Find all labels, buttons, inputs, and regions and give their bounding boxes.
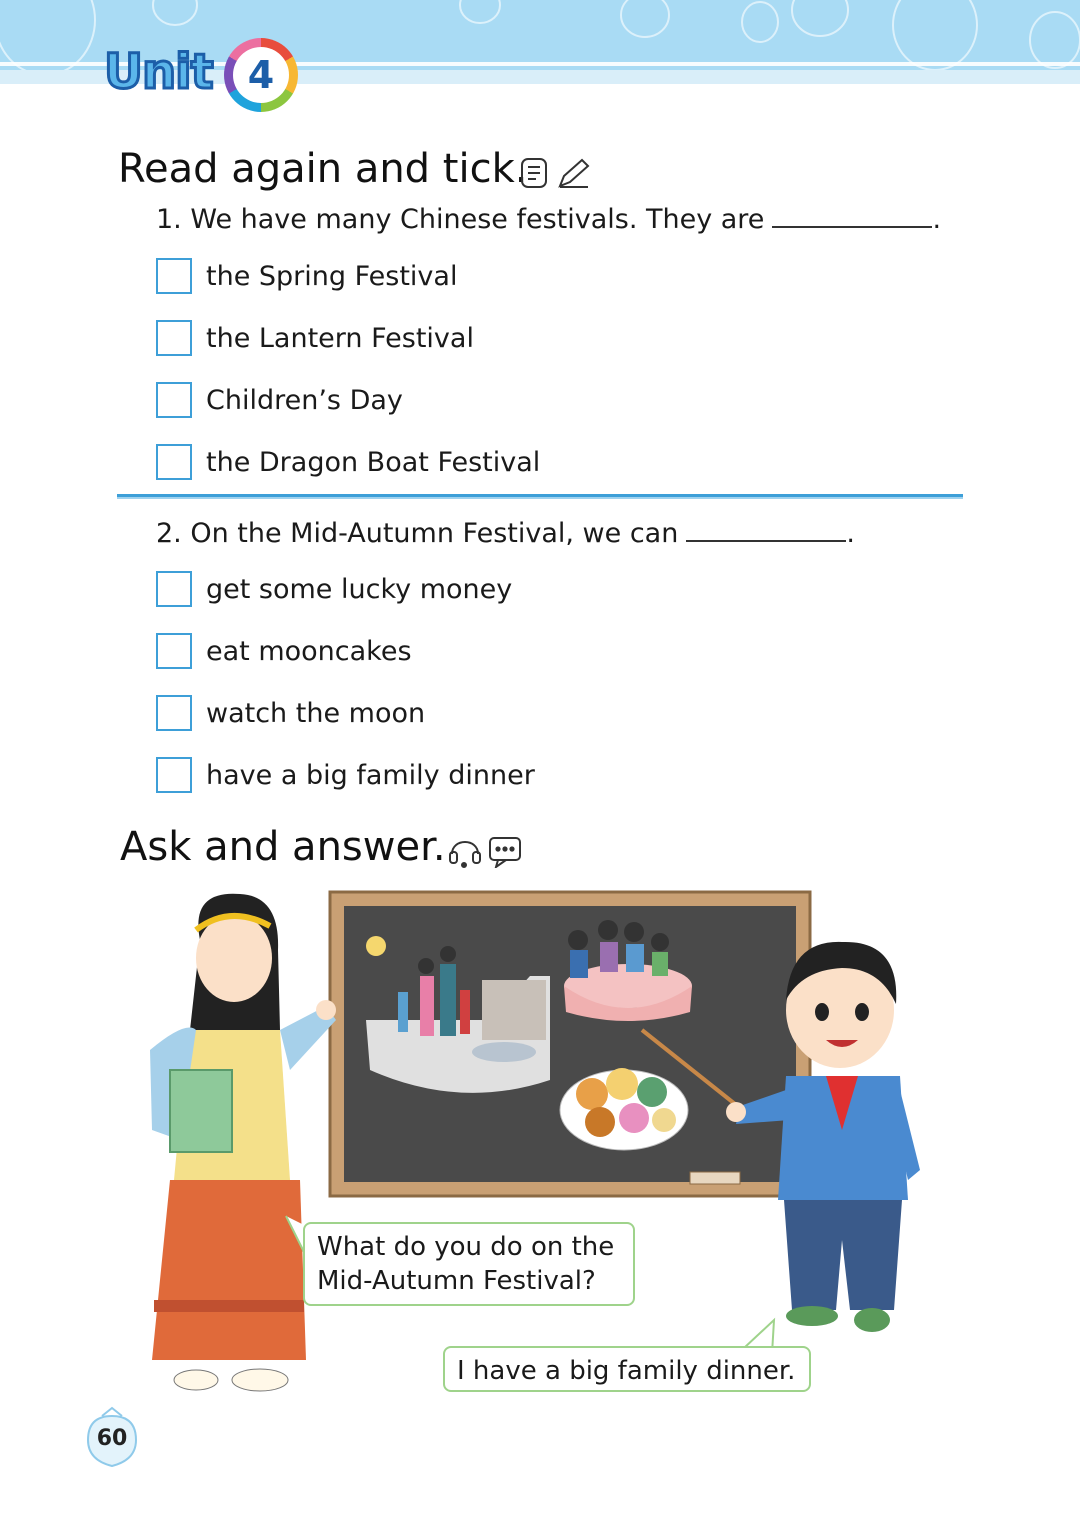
student-bubble-text: I have a big family dinner. [457,1356,796,1386]
checkbox[interactable] [156,444,192,480]
option-label: the Spring Festival [206,261,458,292]
option-label: watch the moon [206,698,426,729]
answer-blank-1 [772,204,932,228]
section-divider [117,494,963,499]
question-2-prompt: 2. On the Mid-Autumn Festival, we can [156,518,679,549]
option-label: Children’s Day [206,385,403,416]
checkbox[interactable] [156,320,192,356]
option-label: the Lantern Festival [206,323,474,354]
checkbox[interactable] [156,633,192,669]
question-1-end-mark: . [932,204,942,235]
checkbox[interactable] [156,695,192,731]
checkbox[interactable] [156,571,192,607]
checkbox[interactable] [156,757,192,793]
notes-icon [522,159,546,187]
option-label: the Dragon Boat Festival [206,447,541,478]
section1-icons [520,156,592,194]
question-1 [156,204,941,235]
teacher-speech-bubble [303,1222,635,1306]
unit-number-ring [224,38,298,112]
option-label: get some lucky money [206,574,513,605]
unit-number: 4 [233,47,289,103]
pencil-icon [560,160,588,187]
option-label: eat mooncakes [206,636,412,667]
question-2 [156,518,855,549]
teacher-bubble-line-1: What do you do on the [317,1232,615,1262]
student-speech-bubble [443,1346,811,1392]
checkbox[interactable] [156,382,192,418]
teacher-illustration [150,894,336,1391]
section-title-read-and-tick: Read again and tick. [118,146,528,192]
page-number: 60 [96,1426,128,1451]
section-title-ask-and-answer: Ask and answer. [120,824,446,870]
classroom-illustration [130,880,930,1400]
page-number-badge [84,1406,140,1468]
chat-bubble-icon [490,838,520,867]
unit-word: Unit [104,44,213,100]
headphones-icon [450,842,480,867]
moon [366,936,386,956]
unit-badge [104,38,314,116]
question-2-end-mark: . [846,518,855,549]
answer-blank-2 [686,518,846,542]
section2-icons [448,832,528,872]
teacher-bubble-line-2: Mid-Autumn Festival? [317,1266,596,1296]
checkbox[interactable] [156,258,192,294]
question-1-prompt: 1. We have many Chinese festivals. They are [156,204,765,235]
option-label: have a big family dinner [206,760,535,791]
